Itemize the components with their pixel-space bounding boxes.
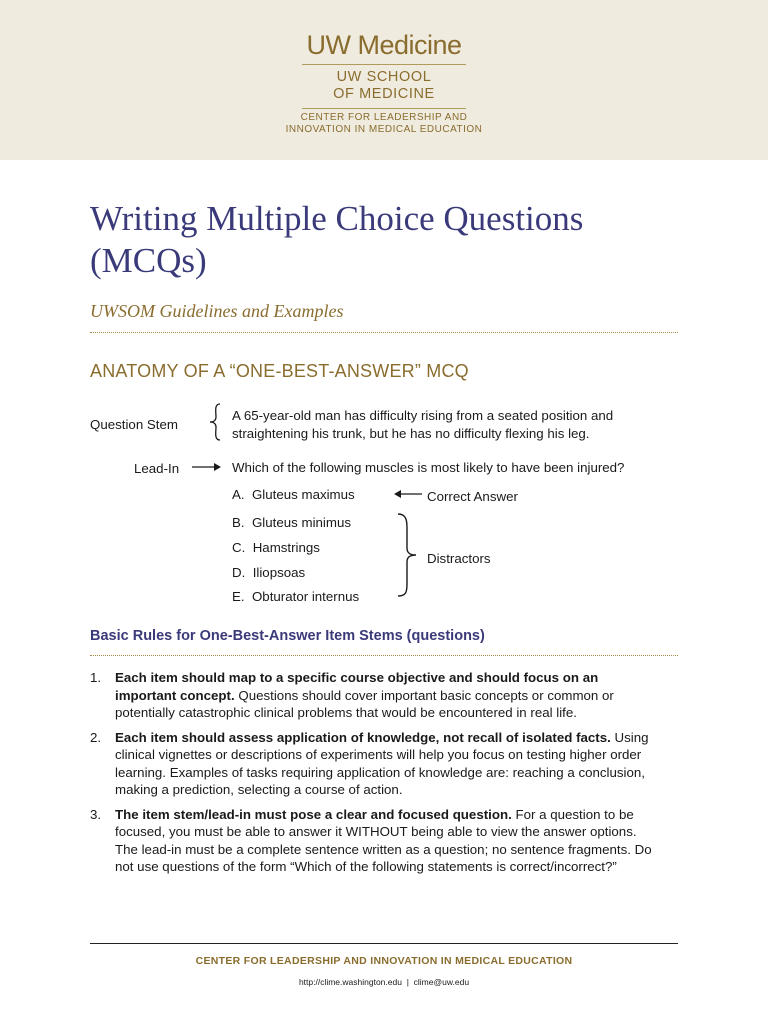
distractors-brace-icon: [396, 512, 422, 598]
option-text: Hamstrings: [252, 540, 320, 555]
list-item: [90, 806, 660, 876]
rule-number: 3.: [90, 806, 102, 822]
rule-text: For a question to be focused, you must be able to answer it WITHOUT being able to view the answer options. The lead-in must be a complete sentence written as a question; no sentence fragments. Do not use questions of the form “Which of the following statements is correct/incorrect?”: [115, 806, 652, 874]
option-text: Gluteus maximus: [251, 487, 355, 502]
rule-number: 1.: [90, 670, 102, 685]
option-text: Gluteus minimus: [251, 515, 351, 530]
rules-list: [90, 669, 660, 876]
option-letter: C.: [232, 540, 246, 555]
footer-url-link[interactable]: http://clime.washington.edu: [298, 977, 402, 987]
section-title: ANATOMY OF A “ONE-BEST-ANSWER” MCQ: [90, 361, 469, 381]
list-item: [90, 729, 660, 799]
lead-in-label: Lead-In: [134, 461, 180, 476]
correct-answer-arrow-icon: [393, 488, 423, 500]
footer-center-name: CENTER FOR LEADERSHIP AND INNOVATION IN MEDICAL EDUCATION: [195, 955, 573, 967]
logo-center-line2: INNOVATION IN MEDICAL EDUCATION: [285, 124, 483, 135]
rule-number: 2.: [90, 729, 102, 745]
subtitle-divider: [90, 332, 678, 333]
header-band: [0, 0, 768, 160]
footer-email-link[interactable]: clime@uw.edu: [413, 977, 470, 987]
answer-option: [232, 514, 351, 532]
stem-line1: A 65-year-old man has difficulty rising from a seated position and: [232, 408, 614, 423]
option-text: Iliopsoas: [252, 565, 306, 580]
distractors-label: Distractors: [427, 551, 491, 566]
rule-bold-text: The item stem/lead-in must pose a clear and focused question.: [115, 806, 512, 822]
answer-option: [232, 539, 320, 557]
logo-school-line1: UW SCHOOL: [336, 69, 432, 85]
option-letter: E.: [232, 589, 245, 604]
option-letter: D.: [232, 565, 246, 580]
logo-divider: [302, 108, 466, 109]
page-subtitle: UWSOM Guidelines and Examples: [90, 301, 344, 321]
footer-separator: |: [406, 977, 409, 987]
correct-answer-label: Correct Answer: [427, 489, 518, 504]
list-item: [90, 669, 660, 722]
lead-in-text: Which of the following muscles is most likely to have been injured?: [232, 460, 625, 475]
title-line1: Writing Multiple Choice Questions: [90, 199, 584, 238]
logo-center-line1: CENTER FOR LEADERSHIP AND: [300, 112, 468, 123]
option-letter: B.: [232, 515, 245, 530]
footer-links: [0, 977, 768, 987]
option-letter: A.: [232, 487, 245, 502]
answer-option: [232, 564, 305, 582]
logo-school-line2: OF MEDICINE: [333, 86, 435, 102]
page-title: [90, 198, 690, 282]
answer-option: [232, 588, 359, 606]
question-stem-text: [232, 407, 652, 443]
option-text: Obturator internus: [251, 589, 360, 604]
lead-in-arrow-icon: [191, 461, 223, 473]
title-line2: (MCQs): [90, 241, 207, 280]
rule-bold-text: Each item should assess application of knowledge, not recall of isolated facts.: [115, 729, 611, 745]
basic-rules-heading: Basic Rules for One-Best-Answer Item Stems (questions): [90, 628, 485, 644]
rule-bold-text: Each item should map to a specific course objective and should focus on an important concept.: [115, 670, 599, 703]
rule-text: Questions should cover important basic concepts or common or potentially catastrophic clinical problems that would be encountered in real life.: [115, 687, 614, 720]
rule-text: Using clinical vignettes or descriptions of experiments will help you focus on testing higher order learning. Examples of tasks requiring application of knowledge are: reaching a conclusion, making a prediction, selecting a course of action.: [115, 729, 649, 797]
stem-line2: straightening his trunk, but he has no difficulty flexing his leg.: [232, 426, 590, 441]
rules-divider: [90, 655, 678, 656]
logo-divider: [302, 64, 466, 65]
question-stem-label: Question Stem: [90, 417, 178, 432]
footer-divider: [90, 943, 678, 944]
stem-brace-icon: [206, 402, 224, 442]
answer-option: [232, 486, 355, 504]
uw-medicine-logo: UW Medicine: [306, 30, 462, 60]
